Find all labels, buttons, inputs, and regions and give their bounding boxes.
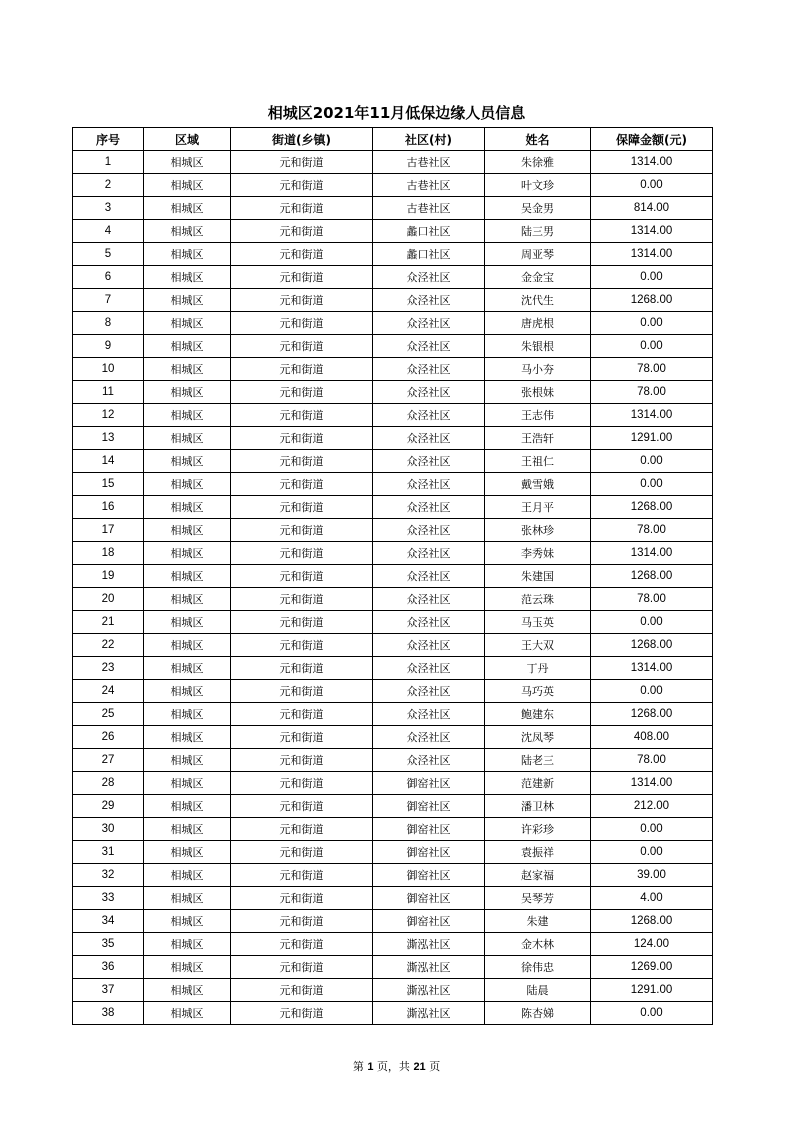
cell-district: 相城区 (144, 404, 231, 427)
cell-name: 范建新 (485, 772, 591, 795)
cell-amount: 1291.00 (591, 427, 713, 450)
cell-amount: 0.00 (591, 611, 713, 634)
cell-name: 范云珠 (485, 588, 591, 611)
cell-name: 潘卫林 (485, 795, 591, 818)
cell-community: 众泾社区 (373, 404, 485, 427)
cell-community: 众泾社区 (373, 565, 485, 588)
cell-street: 元和街道 (231, 1002, 373, 1025)
cell-amount: 39.00 (591, 864, 713, 887)
cell-street: 元和街道 (231, 473, 373, 496)
table-row (73, 657, 713, 680)
cell-street: 元和街道 (231, 841, 373, 864)
cell-district: 相城区 (144, 933, 231, 956)
cell-index: 15 (73, 473, 144, 496)
table-row (73, 266, 713, 289)
cell-amount: 1268.00 (591, 703, 713, 726)
cell-street: 元和街道 (231, 519, 373, 542)
cell-name: 张根妹 (485, 381, 591, 404)
cell-index: 6 (73, 266, 144, 289)
cell-name: 赵家福 (485, 864, 591, 887)
cell-district: 相城区 (144, 772, 231, 795)
cell-amount: 0.00 (591, 818, 713, 841)
cell-community: 古巷社区 (373, 197, 485, 220)
cell-index: 30 (73, 818, 144, 841)
cell-community: 众泾社区 (373, 519, 485, 542)
cell-street: 元和街道 (231, 657, 373, 680)
cell-district: 相城区 (144, 289, 231, 312)
cell-district: 相城区 (144, 312, 231, 335)
cell-index: 38 (73, 1002, 144, 1025)
cell-community: 众泾社区 (373, 657, 485, 680)
cell-amount: 0.00 (591, 680, 713, 703)
cell-index: 3 (73, 197, 144, 220)
header-index: 序号 (73, 128, 144, 151)
cell-community: 众泾社区 (373, 542, 485, 565)
cell-amount: 0.00 (591, 335, 713, 358)
cell-street: 元和街道 (231, 772, 373, 795)
cell-amount: 78.00 (591, 749, 713, 772)
cell-name: 朱建 (485, 910, 591, 933)
cell-district: 相城区 (144, 887, 231, 910)
cell-index: 4 (73, 220, 144, 243)
table-row (73, 588, 713, 611)
cell-index: 8 (73, 312, 144, 335)
cell-district: 相城区 (144, 818, 231, 841)
cell-community: 古巷社区 (373, 151, 485, 174)
cell-index: 19 (73, 565, 144, 588)
cell-index: 12 (73, 404, 144, 427)
footer-total-pages: 21 (413, 1061, 426, 1073)
header-district: 区域 (144, 128, 231, 151)
cell-community: 众泾社区 (373, 312, 485, 335)
cell-amount: 0.00 (591, 473, 713, 496)
cell-street: 元和街道 (231, 565, 373, 588)
cell-community: 御窑社区 (373, 818, 485, 841)
cell-community: 澌泓社区 (373, 933, 485, 956)
cell-index: 14 (73, 450, 144, 473)
cell-district: 相城区 (144, 335, 231, 358)
footer-prefix: 第 (352, 1060, 364, 1073)
cell-name: 马小夯 (485, 358, 591, 381)
table-row (73, 335, 713, 358)
cell-index: 10 (73, 358, 144, 381)
cell-district: 相城区 (144, 473, 231, 496)
table-row (73, 956, 713, 979)
cell-amount: 1268.00 (591, 910, 713, 933)
cell-amount: 0.00 (591, 312, 713, 335)
cell-district: 相城区 (144, 450, 231, 473)
cell-name: 鲍建东 (485, 703, 591, 726)
cell-street: 元和街道 (231, 956, 373, 979)
cell-amount: 1268.00 (591, 496, 713, 519)
cell-district: 相城区 (144, 979, 231, 1002)
cell-index: 27 (73, 749, 144, 772)
table-row (73, 933, 713, 956)
cell-index: 17 (73, 519, 144, 542)
cell-community: 众泾社区 (373, 335, 485, 358)
cell-community: 众泾社区 (373, 450, 485, 473)
cell-community: 众泾社区 (373, 266, 485, 289)
cell-name: 朱建国 (485, 565, 591, 588)
cell-district: 相城区 (144, 703, 231, 726)
cell-index: 18 (73, 542, 144, 565)
cell-community: 众泾社区 (373, 634, 485, 657)
cell-district: 相城区 (144, 427, 231, 450)
cell-index: 22 (73, 634, 144, 657)
cell-district: 相城区 (144, 910, 231, 933)
table-row (73, 772, 713, 795)
cell-name: 金木林 (485, 933, 591, 956)
cell-index: 13 (73, 427, 144, 450)
cell-name: 金金宝 (485, 266, 591, 289)
cell-amount: 0.00 (591, 841, 713, 864)
header-street: 街道(乡镇) (231, 128, 373, 151)
cell-index: 29 (73, 795, 144, 818)
cell-index: 37 (73, 979, 144, 1002)
cell-name: 陆三男 (485, 220, 591, 243)
table-row (73, 749, 713, 772)
cell-district: 相城区 (144, 197, 231, 220)
cell-street: 元和街道 (231, 933, 373, 956)
cell-amount: 1314.00 (591, 151, 713, 174)
cell-street: 元和街道 (231, 979, 373, 1002)
cell-street: 元和街道 (231, 358, 373, 381)
footer-middle: 页，共 (376, 1060, 410, 1073)
cell-street: 元和街道 (231, 588, 373, 611)
cell-community: 御窑社区 (373, 772, 485, 795)
table-row (73, 151, 713, 174)
cell-district: 相城区 (144, 151, 231, 174)
cell-street: 元和街道 (231, 726, 373, 749)
cell-district: 相城区 (144, 519, 231, 542)
document-title: 相城区2021年11月低保边缘人员信息 (267, 104, 526, 122)
cell-street: 元和街道 (231, 634, 373, 657)
table-row (73, 979, 713, 1002)
cell-amount: 0.00 (591, 174, 713, 197)
cell-name: 沈凤琴 (485, 726, 591, 749)
table-row (73, 243, 713, 266)
cell-community: 众泾社区 (373, 358, 485, 381)
cell-amount: 78.00 (591, 381, 713, 404)
cell-name: 陆老三 (485, 749, 591, 772)
cell-community: 澌泓社区 (373, 956, 485, 979)
cell-amount: 0.00 (591, 266, 713, 289)
cell-district: 相城区 (144, 726, 231, 749)
cell-name: 吴金男 (485, 197, 591, 220)
cell-name: 许彩珍 (485, 818, 591, 841)
cell-street: 元和街道 (231, 542, 373, 565)
cell-index: 9 (73, 335, 144, 358)
table-row (73, 542, 713, 565)
cell-district: 相城区 (144, 243, 231, 266)
table-row (73, 473, 713, 496)
cell-community: 御窑社区 (373, 910, 485, 933)
cell-index: 34 (73, 910, 144, 933)
table-body (73, 151, 713, 1025)
cell-district: 相城区 (144, 841, 231, 864)
cell-index: 32 (73, 864, 144, 887)
cell-street: 元和街道 (231, 680, 373, 703)
cell-district: 相城区 (144, 358, 231, 381)
cell-index: 25 (73, 703, 144, 726)
table-row (73, 496, 713, 519)
table-row (73, 565, 713, 588)
cell-street: 元和街道 (231, 220, 373, 243)
cell-name: 丁丹 (485, 657, 591, 680)
cell-street: 元和街道 (231, 197, 373, 220)
cell-district: 相城区 (144, 749, 231, 772)
table-row (73, 312, 713, 335)
cell-name: 唐虎根 (485, 312, 591, 335)
cell-amount: 408.00 (591, 726, 713, 749)
cell-amount: 212.00 (591, 795, 713, 818)
cell-index: 2 (73, 174, 144, 197)
table-row (73, 289, 713, 312)
cell-community: 古巷社区 (373, 174, 485, 197)
page-footer (0, 1058, 793, 1074)
cell-index: 20 (73, 588, 144, 611)
table-row (73, 634, 713, 657)
table-row (73, 611, 713, 634)
cell-district: 相城区 (144, 266, 231, 289)
cell-district: 相城区 (144, 864, 231, 887)
table-row (73, 427, 713, 450)
table-row (73, 703, 713, 726)
cell-amount: 1268.00 (591, 565, 713, 588)
footer-current-page: 1 (367, 1061, 374, 1073)
cell-district: 相城区 (144, 956, 231, 979)
cell-name: 王浩轩 (485, 427, 591, 450)
cell-street: 元和街道 (231, 151, 373, 174)
cell-name: 沈代生 (485, 289, 591, 312)
table-row (73, 1002, 713, 1025)
cell-district: 相城区 (144, 381, 231, 404)
cell-district: 相城区 (144, 657, 231, 680)
table-row (73, 220, 713, 243)
cell-name: 王月平 (485, 496, 591, 519)
cell-district: 相城区 (144, 680, 231, 703)
cell-amount: 78.00 (591, 588, 713, 611)
cell-community: 众泾社区 (373, 703, 485, 726)
cell-amount: 1268.00 (591, 289, 713, 312)
table-row (73, 680, 713, 703)
cell-name: 张林珍 (485, 519, 591, 542)
cell-amount: 1314.00 (591, 657, 713, 680)
cell-name: 朱徐雅 (485, 151, 591, 174)
cell-index: 7 (73, 289, 144, 312)
table-row (73, 726, 713, 749)
cell-community: 众泾社区 (373, 726, 485, 749)
cell-name: 王志伟 (485, 404, 591, 427)
cell-index: 5 (73, 243, 144, 266)
cell-street: 元和街道 (231, 795, 373, 818)
cell-street: 元和街道 (231, 818, 373, 841)
cell-amount: 1291.00 (591, 979, 713, 1002)
cell-community: 众泾社区 (373, 588, 485, 611)
cell-name: 马巧英 (485, 680, 591, 703)
cell-district: 相城区 (144, 565, 231, 588)
header-name: 姓名 (485, 128, 591, 151)
cell-amount: 814.00 (591, 197, 713, 220)
cell-amount: 0.00 (591, 450, 713, 473)
cell-street: 元和街道 (231, 703, 373, 726)
cell-index: 23 (73, 657, 144, 680)
cell-community: 御窑社区 (373, 795, 485, 818)
footer-suffix: 页 (429, 1060, 441, 1073)
cell-street: 元和街道 (231, 289, 373, 312)
table-header-row (73, 128, 713, 151)
cell-street: 元和街道 (231, 887, 373, 910)
cell-district: 相城区 (144, 542, 231, 565)
cell-street: 元和街道 (231, 312, 373, 335)
table-row (73, 174, 713, 197)
cell-index: 24 (73, 680, 144, 703)
cell-index: 26 (73, 726, 144, 749)
cell-amount: 1314.00 (591, 243, 713, 266)
cell-name: 叶文珍 (485, 174, 591, 197)
cell-district: 相城区 (144, 634, 231, 657)
table-row (73, 864, 713, 887)
cell-street: 元和街道 (231, 910, 373, 933)
cell-community: 众泾社区 (373, 496, 485, 519)
table-row (73, 450, 713, 473)
cell-name: 吴琴芳 (485, 887, 591, 910)
cell-district: 相城区 (144, 174, 231, 197)
cell-amount: 1314.00 (591, 542, 713, 565)
cell-amount: 78.00 (591, 519, 713, 542)
cell-name: 周亚琴 (485, 243, 591, 266)
cell-community: 蠡口社区 (373, 220, 485, 243)
cell-index: 28 (73, 772, 144, 795)
cell-index: 21 (73, 611, 144, 634)
cell-amount: 0.00 (591, 1002, 713, 1025)
cell-amount: 124.00 (591, 933, 713, 956)
table-row (73, 381, 713, 404)
cell-index: 31 (73, 841, 144, 864)
cell-name: 朱银根 (485, 335, 591, 358)
cell-amount: 1269.00 (591, 956, 713, 979)
cell-community: 众泾社区 (373, 289, 485, 312)
cell-community: 澌泓社区 (373, 1002, 485, 1025)
cell-street: 元和街道 (231, 243, 373, 266)
cell-amount: 1314.00 (591, 772, 713, 795)
cell-community: 蠡口社区 (373, 243, 485, 266)
cell-community: 众泾社区 (373, 680, 485, 703)
table-row (73, 910, 713, 933)
cell-district: 相城区 (144, 220, 231, 243)
header-community: 社区(村) (373, 128, 485, 151)
cell-community: 御窑社区 (373, 887, 485, 910)
cell-street: 元和街道 (231, 335, 373, 358)
cell-name: 马玉英 (485, 611, 591, 634)
cell-street: 元和街道 (231, 450, 373, 473)
cell-index: 1 (73, 151, 144, 174)
header-amount: 保障金额(元) (591, 128, 713, 151)
cell-district: 相城区 (144, 795, 231, 818)
recipient-table (72, 127, 713, 1025)
cell-amount: 4.00 (591, 887, 713, 910)
cell-street: 元和街道 (231, 611, 373, 634)
table-row (73, 887, 713, 910)
cell-amount: 1314.00 (591, 220, 713, 243)
cell-street: 元和街道 (231, 427, 373, 450)
table-row (73, 795, 713, 818)
cell-amount: 1314.00 (591, 404, 713, 427)
cell-name: 李秀妹 (485, 542, 591, 565)
cell-index: 11 (73, 381, 144, 404)
cell-community: 御窑社区 (373, 864, 485, 887)
cell-district: 相城区 (144, 496, 231, 519)
cell-community: 众泾社区 (373, 473, 485, 496)
cell-name: 陈杏娣 (485, 1002, 591, 1025)
cell-street: 元和街道 (231, 496, 373, 519)
cell-index: 16 (73, 496, 144, 519)
cell-name: 王大双 (485, 634, 591, 657)
cell-street: 元和街道 (231, 174, 373, 197)
cell-name: 陆晨 (485, 979, 591, 1002)
cell-index: 36 (73, 956, 144, 979)
cell-street: 元和街道 (231, 749, 373, 772)
cell-amount: 78.00 (591, 358, 713, 381)
cell-community: 众泾社区 (373, 381, 485, 404)
cell-name: 袁振祥 (485, 841, 591, 864)
cell-district: 相城区 (144, 1002, 231, 1025)
cell-name: 徐伟忠 (485, 956, 591, 979)
cell-name: 王祖仁 (485, 450, 591, 473)
cell-index: 33 (73, 887, 144, 910)
cell-district: 相城区 (144, 588, 231, 611)
table-row (73, 197, 713, 220)
cell-street: 元和街道 (231, 381, 373, 404)
table-row (73, 841, 713, 864)
cell-amount: 1268.00 (591, 634, 713, 657)
cell-index: 35 (73, 933, 144, 956)
cell-name: 戴雪娥 (485, 473, 591, 496)
table-row (73, 818, 713, 841)
cell-street: 元和街道 (231, 266, 373, 289)
cell-community: 众泾社区 (373, 427, 485, 450)
table-row (73, 404, 713, 427)
cell-street: 元和街道 (231, 864, 373, 887)
table-row (73, 358, 713, 381)
cell-community: 澌泓社区 (373, 979, 485, 1002)
cell-district: 相城区 (144, 611, 231, 634)
cell-community: 众泾社区 (373, 611, 485, 634)
cell-community: 御窑社区 (373, 841, 485, 864)
table-row (73, 519, 713, 542)
cell-street: 元和街道 (231, 404, 373, 427)
cell-community: 众泾社区 (373, 749, 485, 772)
